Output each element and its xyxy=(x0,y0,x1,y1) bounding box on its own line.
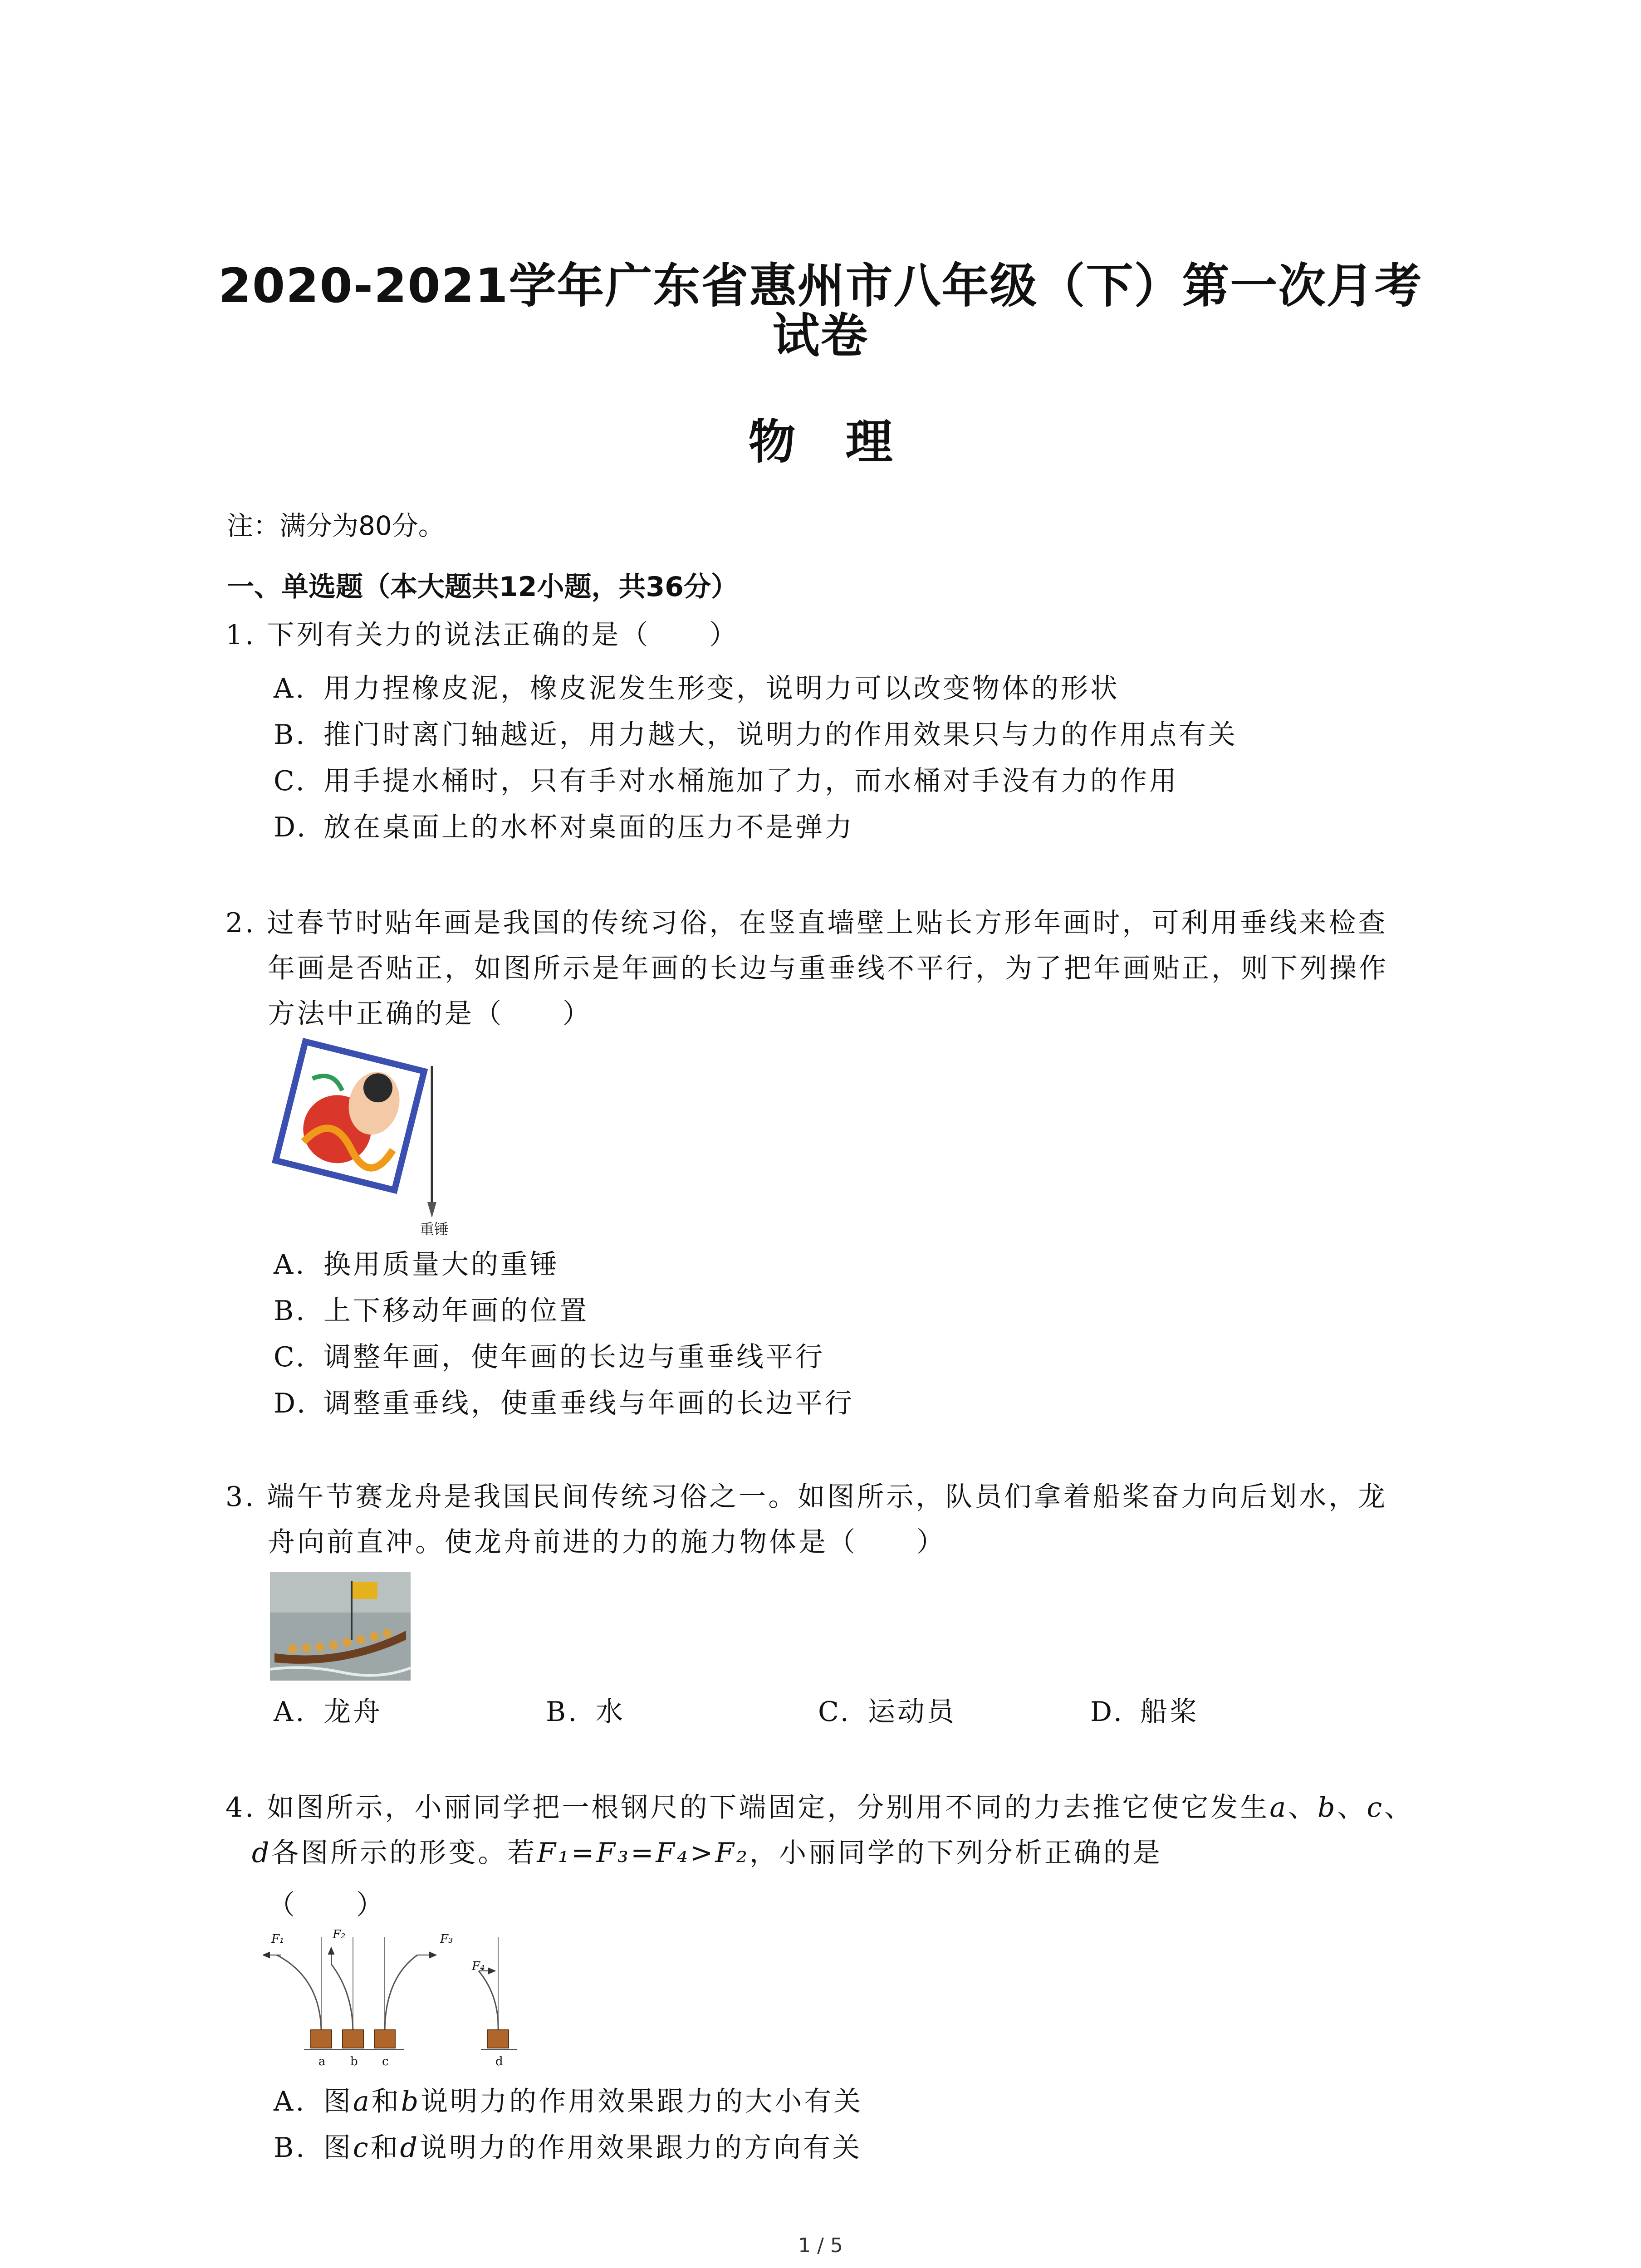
option-text: 上下移动年画的位置 xyxy=(323,1295,589,1327)
separator: 、 xyxy=(1288,1792,1318,1823)
option-label: A. xyxy=(274,1696,307,1728)
photo-flag xyxy=(353,1582,377,1599)
figure-guide-lines xyxy=(321,1937,498,2030)
option-label: D. xyxy=(274,1388,308,1419)
doc-title-line1: 2020-2021学年广东省惠州市八年级（下）第一次月考 xyxy=(218,258,1423,313)
dragon-boat-photo xyxy=(270,1572,411,1681)
panel-label-b: b xyxy=(350,2055,358,2068)
option-text: 水 xyxy=(596,1696,625,1728)
question-4-stem-line2 xyxy=(252,1830,1162,1876)
option-label: C. xyxy=(818,1696,851,1728)
question-2-option-d xyxy=(274,1382,854,1421)
option-text: 和 xyxy=(370,2132,400,2164)
force-label-f2: F₂ xyxy=(333,1928,346,1941)
option-text: 换用质量大的重锤 xyxy=(323,1249,559,1281)
question-1-option-c xyxy=(274,759,1179,798)
question-2-option-c xyxy=(274,1335,825,1374)
option-label: C. xyxy=(274,1341,307,1373)
option-label: B. xyxy=(274,719,307,751)
plumb-bob xyxy=(427,1202,436,1218)
var-a: a xyxy=(1269,1792,1288,1823)
option-text: 用力捏橡皮泥，橡皮泥发生形变，说明力可以改变物体的形状 xyxy=(323,673,1120,704)
question-3-option-d xyxy=(1090,1690,1199,1729)
option-label: A. xyxy=(274,1249,307,1281)
photo-background xyxy=(270,1572,411,1613)
question-4-option-b xyxy=(274,2126,862,2165)
option-var: c xyxy=(353,2132,371,2164)
question-4-stem-line3: （ ） xyxy=(268,1889,386,1921)
option-text: 调整重垂线，使重垂线与年画的长边平行 xyxy=(323,1388,854,1419)
question-1-option-a xyxy=(274,667,1120,706)
force-formula: F₁=F₃=F₄>F₂ xyxy=(537,1837,749,1869)
option-text: 图 xyxy=(323,2132,353,2164)
option-label: A. xyxy=(274,673,307,704)
panel-label-a: a xyxy=(318,2055,326,2068)
question-1-option-d xyxy=(274,806,854,845)
option-var: d xyxy=(400,2132,420,2164)
separator: 、 xyxy=(1337,1792,1367,1823)
question-3-option-b xyxy=(546,1690,625,1729)
question-3-stem-line1: 3. 端午节赛龙舟是我国民间传统习俗之一。如图所示，队员们拿着船桨奋力向后划水，龙 xyxy=(225,1481,1388,1513)
stem-text: 各图所示的形变。若 xyxy=(271,1837,537,1869)
doc-title-line2: 试卷 xyxy=(772,308,869,363)
option-var: b xyxy=(401,2086,421,2117)
question-2-option-a xyxy=(274,1243,559,1282)
panel-label-c: c xyxy=(382,2055,389,2068)
question-2-stem-line2: 年画是否贴正，如图所示是年画的长边与重垂线不平行，为了把年画贴正，则下列操作 xyxy=(268,953,1388,984)
option-var: a xyxy=(353,2086,372,2117)
option-text: 图 xyxy=(323,2086,353,2117)
option-text: 说明力的作用效果跟力的方向有关 xyxy=(420,2132,862,2164)
figure-bent-rulers xyxy=(277,1955,498,2030)
question-3-option-c xyxy=(818,1690,956,1729)
option-label: B. xyxy=(546,1696,579,1728)
question-2-stem-line3: 方法中正确的是（ ） xyxy=(268,998,592,1030)
option-text: 推门时离门轴越近，用力越大，说明力的作用效果只与力的作用点有关 xyxy=(323,719,1238,751)
option-text: 船桨 xyxy=(1140,1696,1199,1728)
option-label: D. xyxy=(274,811,308,843)
stem-text: ，小丽同学的下列分析正确的是 xyxy=(749,1837,1162,1869)
question-2-stem-line1: 2. 过春节时贴年画是我国的传统习俗，在竖直墙壁上贴长方形年画时，可利用垂线来检查 xyxy=(225,907,1388,939)
panel-label-d: d xyxy=(495,2055,503,2068)
option-label: C. xyxy=(274,765,307,797)
plumb-bob-label: 重锤 xyxy=(420,1221,449,1238)
doc-subject: 物理 xyxy=(748,414,943,469)
force-label-f4: F₄ xyxy=(472,1960,485,1973)
var-c: c xyxy=(1367,1792,1385,1823)
stem-text: 4. 如图所示，小丽同学把一根钢尺的下端固定，分别用不同的力去推它使它发生 xyxy=(225,1792,1270,1823)
question-2-option-b xyxy=(274,1289,589,1328)
figure-base-blocks xyxy=(311,2030,509,2048)
force-label-f3: F₃ xyxy=(440,1932,453,1946)
question-3-stem-line2: 舟向前直冲。使龙舟前进的力的施力物体是（ ） xyxy=(268,1526,946,1558)
option-label: A. xyxy=(274,2086,307,2117)
question-4-option-a xyxy=(274,2080,863,2119)
option-text: 说明力的作用效果跟力的大小有关 xyxy=(421,2086,863,2117)
option-label: D. xyxy=(1090,1696,1125,1728)
var-d: d xyxy=(252,1837,272,1869)
option-text: 放在桌面上的水杯对桌面的压力不是弹力 xyxy=(323,811,854,843)
question-4-stem-line1 xyxy=(225,1785,1414,1830)
option-label: B. xyxy=(274,2132,307,2164)
option-text: 和 xyxy=(371,2086,401,2117)
section-heading-single-choice: 一、单选题（本大题共12小题，共36分） xyxy=(227,571,738,603)
question-3-option-a xyxy=(274,1690,382,1729)
option-text: 用手提水桶时，只有手对水桶施加了力，而水桶对手没有力的作用 xyxy=(323,765,1179,797)
separator: 、 xyxy=(1384,1792,1414,1823)
option-text: 运动员 xyxy=(868,1696,956,1728)
question-1-option-b xyxy=(274,713,1238,752)
var-b: b xyxy=(1318,1792,1337,1823)
force-label-f1: F₁ xyxy=(271,1932,284,1946)
page-number: 1 / 5 xyxy=(798,2234,843,2257)
steel-ruler-figure xyxy=(263,1928,535,2077)
option-label: B. xyxy=(274,1295,307,1327)
new-year-painting-figure xyxy=(268,1034,463,1234)
question-1-stem: 1. 下列有关力的说法正确的是（ ） xyxy=(225,619,739,651)
score-note: 注：满分为80分。 xyxy=(227,510,445,541)
option-text: 龙舟 xyxy=(323,1696,382,1728)
option-text: 调整年画，使年画的长边与重垂线平行 xyxy=(323,1341,825,1373)
